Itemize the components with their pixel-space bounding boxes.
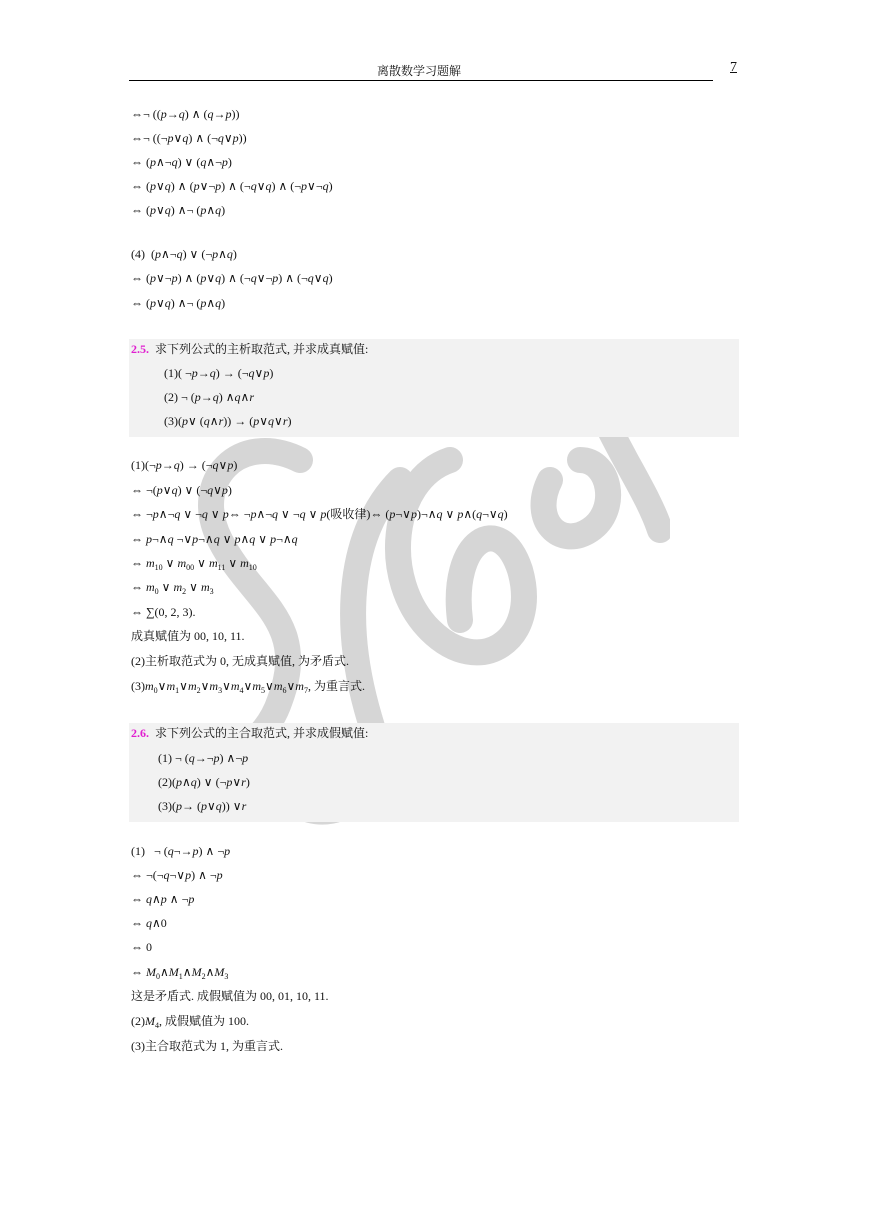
exercise-heading xyxy=(131,341,368,357)
answer-line: 这是矛盾式. 成假赋值为 00, 01, 10, 11. xyxy=(131,989,329,1003)
derivation-line: (1)(¬p→q) → (¬q∨p) xyxy=(131,458,238,472)
derivation-line: (4) (p∧¬q) ∨ (¬p∧q) xyxy=(131,247,237,261)
answer-line: 成真赋值为 00, 10, 11. xyxy=(131,629,245,643)
exercise-number: 2.5. xyxy=(131,342,149,356)
exercise-heading xyxy=(131,725,368,741)
derivation-line: ⇔ (p∨q) ∧¬ (p∧q) xyxy=(131,203,226,217)
derivation-line: ⇔¬ ((¬p∨q) ∧ (¬q∨p)) xyxy=(131,131,247,145)
exercise-item: (2)(p∧q) ∨ (¬p∨r) xyxy=(158,775,250,789)
derivation-line: ⇔ $m_0$ ∨ $m_2$ ∨ $m_3$ xyxy=(131,580,214,596)
derivation-line: ⇔ q∧0 xyxy=(131,916,167,930)
derivation-line: ⇔ ∑(0, 2, 3). xyxy=(131,605,196,619)
answer-line: (3)主合取范式为 1, 为重言式. xyxy=(131,1039,283,1053)
exercise-number: 2.6. xyxy=(131,726,149,740)
derivation-line: ⇔ ¬(p∨q) ∨ (¬q∨p) xyxy=(131,483,232,497)
exercise-item: (1) ¬ (q→¬p) ∧¬p xyxy=(158,751,249,765)
derivation-line: ⇔ (p∨q) ∧ (p∨¬p) ∧ (¬q∨q) ∧ (¬p∨¬q) xyxy=(131,179,333,193)
derivation-line: ⇔ q∧p ∧ ¬p xyxy=(131,892,195,906)
derivation-line: (1) ¬ (q¬→p) ∧ ¬p xyxy=(131,844,231,858)
derivation-line: ⇔ ¬p∧¬q ∨ ¬q ∨ p⇔ ¬p∧¬q ∨ ¬q ∨ p(吸收律)⇔ (p¬∨p)¬∧q ∨ p∧(q¬∨q) xyxy=(131,507,508,521)
derivation-line: ⇔ $M_0\wedge M_1\wedge M_2\wedge M_3$ xyxy=(131,965,229,981)
answer-line: (2)主析取范式为 0, 无成真赋值, 为矛盾式. xyxy=(131,654,349,668)
exercise-item: (3)(p∨ (q∧r)) → (p∨q∨r) xyxy=(164,414,292,428)
derivation-line: ⇔ 0 xyxy=(131,940,152,954)
exercise-item: (2) ¬ (p→q) ∧q∧r xyxy=(164,390,255,404)
exercise-prompt: 求下列公式的主析取范式, 并求成真赋值: xyxy=(155,342,369,356)
derivation-line: ⇔ ¬(¬q¬∨p) ∧ ¬p xyxy=(131,868,223,882)
derivation-line: ⇔¬ ((p→q) ∧ (q→p)) xyxy=(131,107,240,121)
page-header xyxy=(129,62,739,82)
header-title: 离散数学习题解 xyxy=(376,64,461,78)
exercise-item: (1)( ¬p→q) → (¬q∨p) xyxy=(164,366,274,380)
answer-line: $(2)M_4$, 成假赋值为 100. xyxy=(131,1014,250,1030)
exercise-prompt: 求下列公式的主合取范式, 并求成假赋值: xyxy=(155,726,369,740)
derivation-line: ⇔ $m_{10}$ ∨ $m_{00}$ ∨ $m_{11}$ ∨ $m_{10}$ xyxy=(131,556,257,572)
header-rule xyxy=(129,80,713,81)
derivation-line: ⇔ (p∨¬p) ∧ (p∨q) ∧ (¬q∨¬p) ∧ (¬q∨q) xyxy=(131,271,333,285)
answer-line: $(3)m_0\vee m_1\vee m_2\vee m_3\vee m_4\vee m_5\vee m_6\vee m_7$, 为重言式. xyxy=(131,679,365,695)
derivation-line: ⇔ (p∧¬q) ∨ (q∧¬p) xyxy=(131,155,232,169)
derivation-line: ⇔ (p∨q) ∧¬ (p∧q) xyxy=(131,296,226,310)
page-number: 7 xyxy=(730,60,737,75)
exercise-item: (3)(p→ (p∨q)) ∨r xyxy=(158,799,247,813)
derivation-line: ⇔ p¬∧q ¬∨p¬∧q ∨ p∧q ∨ p¬∧q xyxy=(131,532,298,546)
